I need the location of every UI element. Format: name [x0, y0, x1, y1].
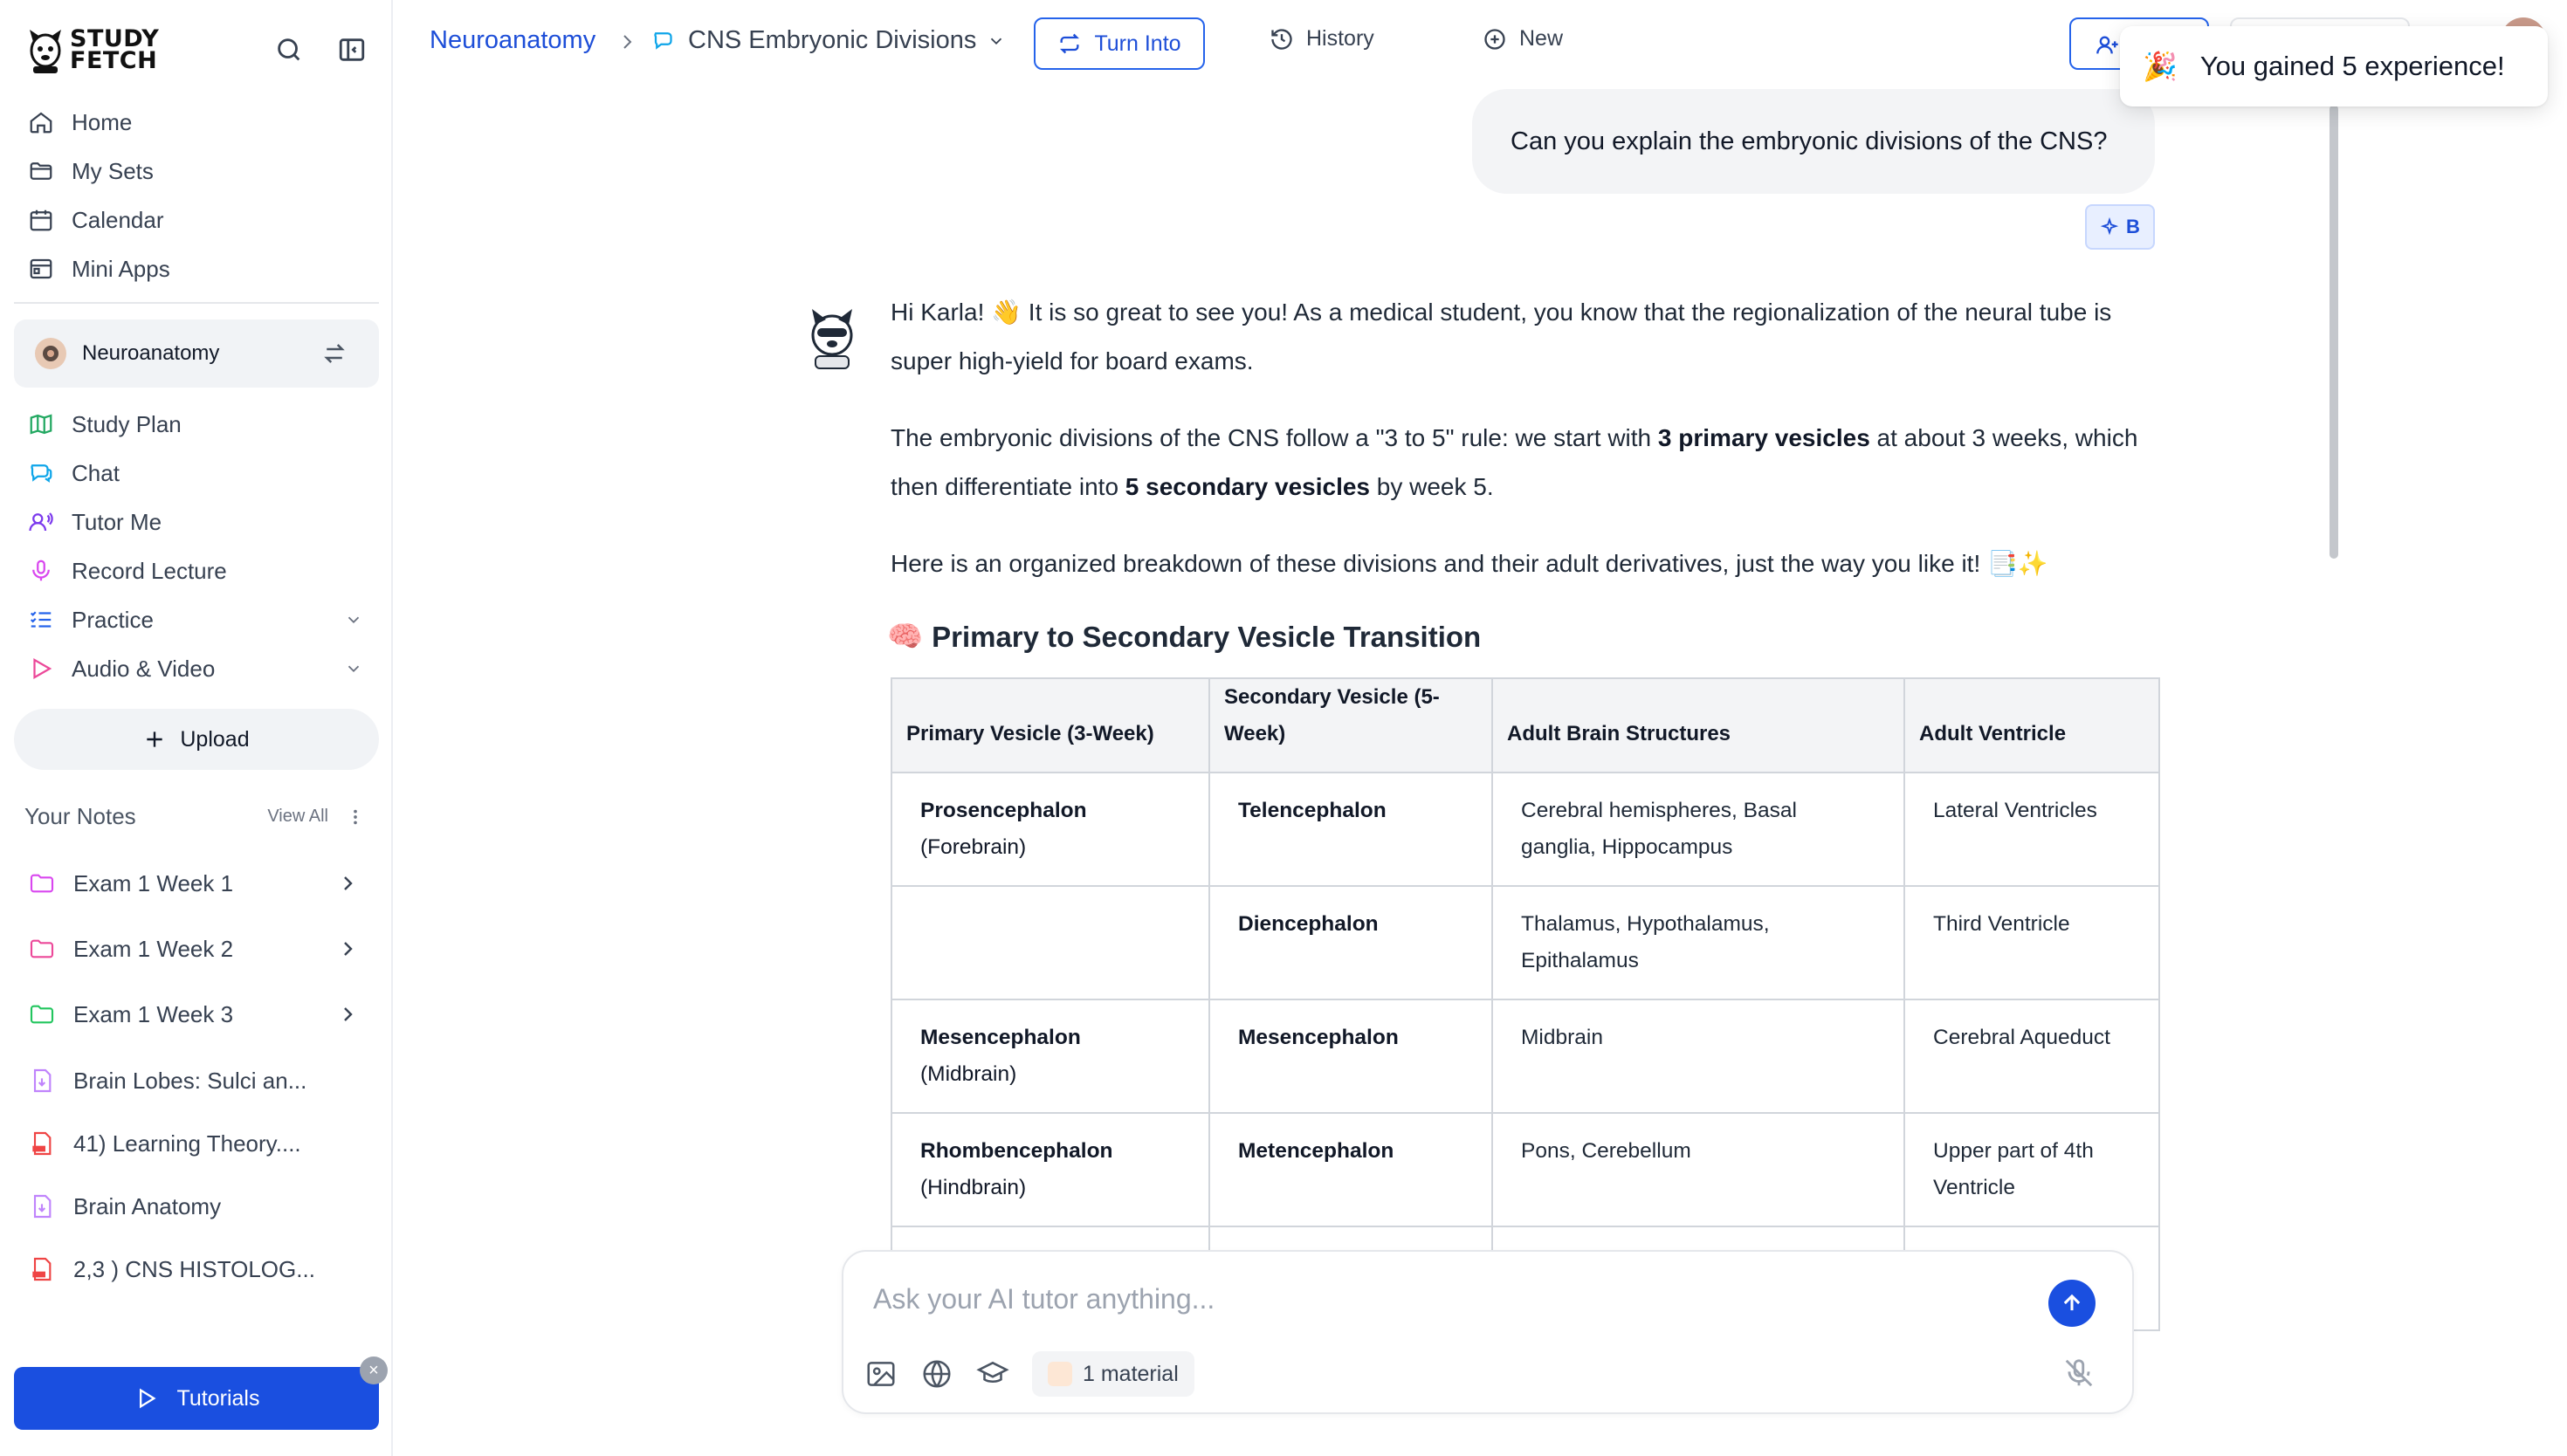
list-icon	[28, 607, 54, 633]
map-icon	[28, 411, 54, 437]
table-cell: Lateral Ventricles	[1904, 773, 2159, 886]
chevron-right-icon	[616, 31, 637, 52]
nav-calendar[interactable]	[14, 196, 379, 244]
new-chat-button[interactable]	[1483, 26, 1563, 52]
table-row	[891, 773, 2159, 886]
vesicle-table	[891, 677, 2158, 1233]
chat-icon	[651, 28, 678, 54]
material-chip[interactable]	[1032, 1351, 1194, 1397]
repeat-icon	[1057, 31, 1082, 56]
pdf-icon	[28, 1255, 56, 1283]
note-label: 2,3 ) CNS HISTOLOG...	[73, 1255, 315, 1282]
nav-study-plan[interactable]	[14, 400, 379, 449]
more-vertical-icon[interactable]	[346, 807, 365, 827]
table-cell: Thalamus, Hypothalamus, Epithalamus	[1492, 886, 1904, 999]
chat-title: CNS Embryonic Divisions	[688, 26, 977, 54]
folder-icon	[28, 869, 56, 897]
section-heading-text: Primary to Secondary Vesicle Transition	[932, 620, 1482, 653]
nav-label: Practice	[72, 606, 154, 633]
graduation-cap-icon[interactable]	[976, 1357, 1009, 1391]
model-badge[interactable]	[2085, 204, 2155, 250]
table-row	[891, 999, 2159, 1113]
note-pdf-item[interactable]	[14, 1119, 379, 1168]
upload-button[interactable]	[14, 709, 379, 770]
table-cell: Telencephalon	[1209, 773, 1492, 886]
note-label: 41) Learning Theory....	[73, 1130, 301, 1157]
table-cell: Third Ventricle	[1904, 886, 2159, 999]
history-label: History	[1306, 26, 1374, 51]
document-icon	[28, 1067, 56, 1095]
note-folder-item[interactable]	[14, 924, 379, 973]
note-pdf-item[interactable]	[14, 1245, 379, 1294]
pdf-icon	[28, 1130, 56, 1157]
nav-mini-apps[interactable]	[14, 244, 379, 293]
search-icon[interactable]	[274, 35, 304, 65]
add-user-icon	[2096, 33, 2120, 58]
breadcrumb-root[interactable]: Neuroanatomy	[430, 26, 596, 54]
upload-label: Upload	[180, 726, 250, 752]
brain-icon	[40, 343, 61, 364]
apps-icon	[28, 256, 54, 282]
table-cell: Pons, Cerebellum	[1492, 1113, 1904, 1226]
badge-letter: B	[2126, 216, 2140, 237]
table-cell: Upper part of 4th Ventricle	[1904, 1113, 2159, 1226]
chevron-right-icon[interactable]	[337, 938, 358, 959]
close-icon[interactable]: ×	[360, 1356, 388, 1384]
material-label: 1 material	[1083, 1361, 1179, 1386]
experience-toast	[2120, 26, 2548, 106]
folder-icon	[28, 935, 56, 963]
tutor-icon	[28, 509, 54, 535]
chat-scrollbar[interactable]	[2330, 105, 2338, 559]
notes-title: Your Notes	[24, 803, 136, 829]
table-cell	[891, 886, 1209, 999]
nav-label: Audio & Video	[72, 655, 216, 682]
play-icon	[134, 1386, 158, 1411]
image-icon[interactable]	[864, 1357, 898, 1391]
column-header: Adult Ventricle	[1904, 678, 2159, 773]
logo[interactable]	[26, 24, 159, 75]
response-paragraph: Here is an organized breakdown of these divisions and their adult derivatives, just the way you like it! 📑✨	[891, 550, 2048, 577]
folder-icon	[28, 1000, 56, 1028]
nav-home[interactable]	[14, 98, 379, 147]
tutorials-label: Tutorials	[176, 1385, 260, 1411]
material-icon	[1048, 1362, 1072, 1386]
folder-icon	[28, 158, 54, 184]
nav-record-lecture[interactable]	[14, 546, 379, 595]
history-button[interactable]	[1270, 26, 1374, 52]
note-doc-item[interactable]	[14, 1182, 379, 1231]
response-paragraph: The embryonic divisions of the CNS follow a "3 to 5" rule: we start with 3 primary vesicles at about 3 weeks, which then differentiate into 5 secondary vesicles by week 5.	[891, 424, 2138, 500]
plus-circle-icon	[1483, 27, 1507, 52]
nav-label: Record Lecture	[72, 557, 227, 584]
column-header: Primary Vesicle (3-Week)	[891, 678, 1209, 773]
table-cell: Cerebral hemispheres, Basal ganglia, Hippocampus	[1492, 773, 1904, 886]
toast-text: You gained 5 experience!	[2199, 51, 2505, 81]
main-nav	[14, 98, 379, 293]
turn-into-button[interactable]	[1034, 17, 1205, 70]
nav-label: Mini Apps	[72, 255, 170, 282]
user-message-bubble	[1472, 89, 2155, 194]
table-cell: Rhombencephalon (Hindbrain)	[891, 1113, 1209, 1226]
sidebar-divider	[14, 302, 379, 304]
plus-icon	[143, 728, 166, 751]
tutorials-button[interactable]	[14, 1367, 379, 1430]
chevron-down-icon	[987, 31, 1006, 51]
play-icon	[28, 656, 54, 682]
arrow-up-icon	[2060, 1291, 2084, 1315]
nav-label: Study Plan	[72, 410, 182, 437]
nav-label: My Sets	[72, 157, 154, 184]
table-cell: Metencephalon	[1209, 1113, 1492, 1226]
note-label: Brain Lobes: Sulci an...	[73, 1067, 307, 1094]
turn-into-label: Turn Into	[1094, 31, 1181, 56]
nav-label: Tutor Me	[72, 508, 162, 535]
home-icon	[28, 109, 54, 135]
section-heading	[887, 620, 1481, 654]
chat-composer	[842, 1250, 2134, 1414]
collapse-sidebar-icon[interactable]	[337, 35, 367, 65]
nav-label: Calendar	[72, 206, 164, 233]
table-cell: Diencephalon	[1209, 886, 1492, 999]
table-header-row	[891, 678, 2159, 773]
globe-icon[interactable]	[920, 1357, 953, 1391]
sparkle-icon	[2100, 217, 2119, 237]
nav-tutor-me[interactable]	[14, 498, 379, 546]
calendar-icon	[28, 207, 54, 233]
document-icon	[28, 1192, 56, 1220]
chevron-right-icon[interactable]	[337, 1004, 358, 1025]
tools-nav	[14, 400, 379, 693]
chat-title-dropdown[interactable]	[651, 26, 1006, 55]
nav-audio-video[interactable]	[14, 644, 379, 693]
note-folder-item[interactable]	[14, 859, 379, 908]
table-cell: Mesencephalon (Midbrain)	[891, 999, 1209, 1113]
nav-chat[interactable]	[14, 449, 379, 498]
swap-icon[interactable]	[321, 340, 348, 367]
new-label: New	[1519, 26, 1564, 51]
mic-icon	[28, 558, 54, 584]
current-set-name: Neuroanatomy	[82, 341, 220, 365]
assistant-response	[891, 288, 2158, 616]
view-all-link[interactable]: View All	[267, 807, 328, 826]
note-folder-item[interactable]	[14, 990, 379, 1039]
table-cell: Midbrain	[1492, 999, 1904, 1113]
note-label: Brain Anatomy	[73, 1192, 222, 1219]
table-cell: Mesencephalon	[1209, 999, 1492, 1113]
table-cell: Cerebral Aqueduct	[1904, 999, 2159, 1113]
chat-icon	[28, 460, 54, 486]
nav-label: Chat	[72, 459, 120, 486]
logo-text: STUDY FETCH	[70, 25, 160, 74]
note-label: Exam 1 Week 1	[73, 869, 234, 896]
user-message-text: Can you explain the embryonic divisions of the CNS?	[1511, 127, 2108, 155]
table-cell: Prosencephalon (Forebrain)	[891, 773, 1209, 886]
table-row	[891, 1113, 2159, 1226]
table-row	[891, 886, 2159, 999]
mic-off-icon[interactable]	[2062, 1356, 2096, 1390]
send-button[interactable]	[2048, 1280, 2096, 1327]
notes-header	[24, 803, 368, 830]
chat-input[interactable]: Ask your AI tutor anything...	[873, 1283, 1215, 1315]
note-label: Exam 1 Week 2	[73, 935, 234, 962]
response-paragraph: Hi Karla! 👋 It is so great to see you! As a medical student, you know that the regionalization of the neural tube is super high-yield for board exams.	[891, 299, 2112, 374]
column-header: Secondary Vesicle (5-Week)	[1209, 678, 1492, 773]
brain-icon: 🧠	[887, 620, 924, 652]
sidebar	[0, 0, 393, 1456]
chevron-down-icon[interactable]	[344, 610, 363, 629]
column-header: Adult Brain Structures	[1492, 678, 1904, 773]
note-label: Exam 1 Week 3	[73, 1000, 234, 1027]
nav-practice[interactable]	[14, 595, 379, 644]
nav-label: Home	[72, 108, 133, 135]
party-popper-icon: 🎉	[2143, 51, 2178, 82]
dog-mascot-icon	[803, 306, 861, 370]
nav-my-sets[interactable]	[14, 147, 379, 196]
current-set-card[interactable]	[14, 319, 379, 388]
chevron-down-icon[interactable]	[344, 659, 363, 678]
dog-mascot-icon	[26, 24, 65, 75]
history-icon	[1270, 27, 1294, 52]
chevron-right-icon[interactable]	[337, 873, 358, 894]
note-doc-item[interactable]	[14, 1056, 379, 1105]
set-avatar	[35, 338, 66, 369]
